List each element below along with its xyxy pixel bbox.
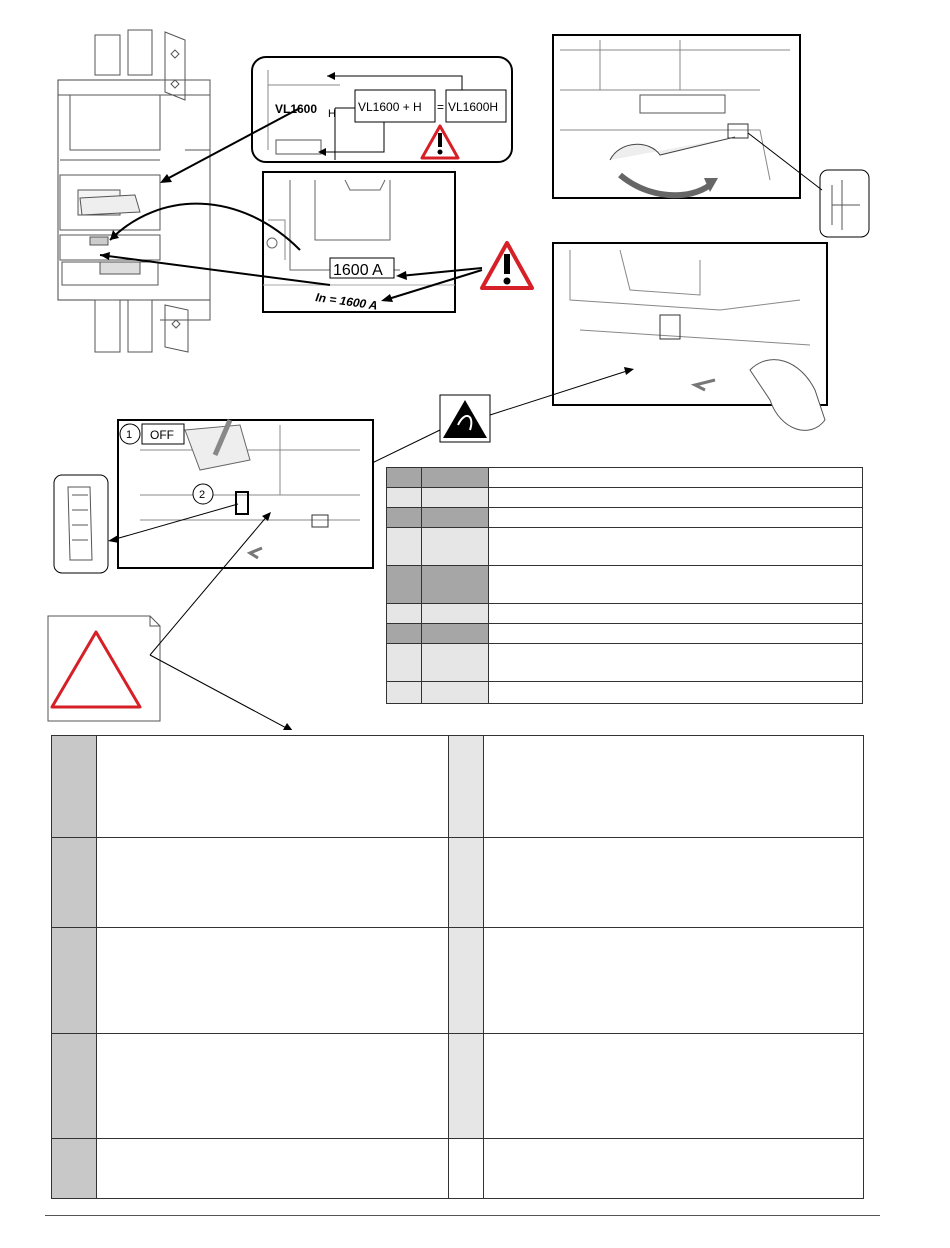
equation-right-text: VL1600H xyxy=(448,100,499,114)
big-table-row xyxy=(52,1139,864,1199)
big-table-cell xyxy=(52,1034,97,1139)
big-table-row xyxy=(52,928,864,1034)
big-table-cell xyxy=(449,838,484,928)
small-table-cell xyxy=(387,682,422,704)
big-table-cell xyxy=(449,1139,484,1199)
small-table-row xyxy=(387,624,863,644)
warning-triangle-icon xyxy=(482,243,532,288)
small-table-row xyxy=(387,508,863,528)
big-table-cell xyxy=(484,838,864,928)
big-table xyxy=(51,735,864,1199)
big-table-cell xyxy=(52,736,97,838)
small-table-cell xyxy=(489,468,863,488)
step-two-text: 2 xyxy=(199,489,206,501)
big-table-cell xyxy=(449,928,484,1034)
small-table-row xyxy=(387,604,863,624)
small-table-cell xyxy=(422,644,489,682)
big-table-cell xyxy=(97,1139,449,1199)
small-table-cell xyxy=(489,624,863,644)
esd-warning-icon xyxy=(440,395,490,442)
big-table-cell xyxy=(52,838,97,928)
small-table-cell xyxy=(422,488,489,508)
connector-closeup xyxy=(54,475,108,573)
equation-equals-text: = xyxy=(437,100,445,114)
small-table-cell xyxy=(422,508,489,528)
rating-formula-text: In = 1600 A xyxy=(314,290,379,313)
big-table-cell xyxy=(484,1034,864,1139)
small-table-cell xyxy=(387,644,422,682)
small-table-cell xyxy=(387,528,422,566)
small-table-row xyxy=(387,644,863,682)
big-table-cell xyxy=(449,1034,484,1139)
small-table-cell xyxy=(387,566,422,604)
big-table-row xyxy=(52,1034,864,1139)
screw-closeup xyxy=(820,170,869,237)
small-table-row xyxy=(387,528,863,566)
step-one-text: 1 xyxy=(126,429,133,441)
big-table-cell xyxy=(97,1034,449,1139)
big-table-cell xyxy=(484,1139,864,1199)
small-table-cell xyxy=(489,528,863,566)
big-table-cell xyxy=(52,928,97,1034)
screwdriver-detail-box xyxy=(553,35,800,198)
small-table-cell xyxy=(422,604,489,624)
big-table-cell xyxy=(52,1139,97,1199)
small-table-cell xyxy=(422,624,489,644)
model-suffix-text: H xyxy=(328,108,336,120)
caution-triangle-icon xyxy=(48,616,160,721)
model-code-text: VL1600 xyxy=(275,102,318,116)
small-table-cell xyxy=(422,682,489,704)
small-table-cell xyxy=(422,468,489,488)
small-table-cell xyxy=(422,528,489,566)
small-table-cell xyxy=(387,468,422,488)
small-table-cell xyxy=(387,624,422,644)
small-table xyxy=(386,467,863,704)
big-table-cell xyxy=(449,736,484,838)
big-table-cell xyxy=(97,736,449,838)
big-table-cell xyxy=(484,928,864,1034)
hand-detail-box xyxy=(553,243,827,430)
small-table-cell xyxy=(489,644,863,682)
off-detail-box xyxy=(118,420,373,568)
small-table-row xyxy=(387,488,863,508)
big-table-cell xyxy=(484,736,864,838)
small-table-cell xyxy=(387,508,422,528)
big-table-row xyxy=(52,736,864,838)
small-table-cell xyxy=(422,566,489,604)
big-table-row xyxy=(52,838,864,928)
small-table-row xyxy=(387,566,863,604)
small-table-cell xyxy=(489,508,863,528)
small-table-cell xyxy=(489,682,863,704)
small-table-cell xyxy=(387,604,422,624)
big-table-cell xyxy=(97,928,449,1034)
small-table-cell xyxy=(387,488,422,508)
small-table-cell xyxy=(489,604,863,624)
footer-rule xyxy=(45,1215,880,1216)
breaker-drawing xyxy=(58,30,210,352)
small-table-row xyxy=(387,682,863,704)
off-label-text: OFF xyxy=(150,428,174,442)
small-table-cell xyxy=(489,566,863,604)
small-table-row xyxy=(387,468,863,488)
big-table-cell xyxy=(97,838,449,928)
equation-left-text: VL1600 + H xyxy=(358,100,422,114)
small-table-cell xyxy=(489,488,863,508)
rating-label-text: 1600 A xyxy=(333,262,383,279)
